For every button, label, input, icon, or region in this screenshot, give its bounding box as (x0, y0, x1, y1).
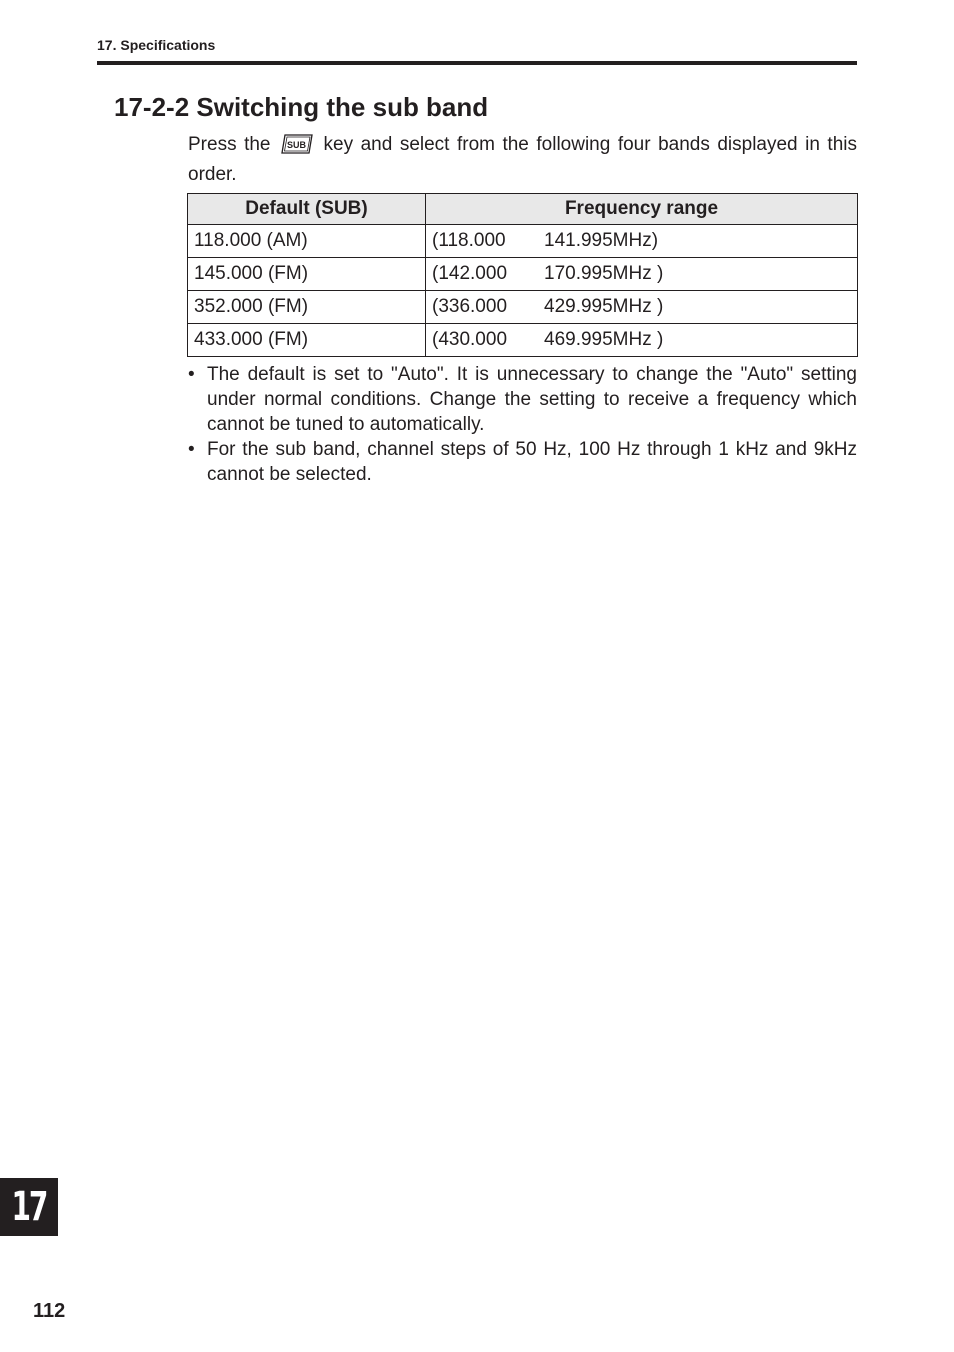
chapter-tab-number: 17 (11, 1184, 47, 1230)
range-end: 469.995MHz ) (544, 329, 664, 350)
range-cell (426, 258, 858, 291)
default-cell: 145.000 (FM) (188, 258, 426, 291)
range-end: 170.995MHz ) (544, 263, 664, 284)
range-start: (430.000 (432, 329, 508, 350)
default-cell: 118.000 (AM) (188, 225, 426, 258)
table-row (188, 291, 858, 324)
intro-text-after: key and select from the following four bands displayed in this order. (188, 134, 857, 185)
running-header: 17. Specifications (97, 37, 216, 53)
range-cell (426, 225, 858, 258)
intro-paragraph (188, 132, 857, 187)
page-number: 112 (33, 1300, 66, 1322)
range-start: (336.000 (432, 296, 508, 317)
intro-text-before: Press the (188, 134, 271, 155)
header-rule (97, 61, 857, 65)
range-start: (142.000 (432, 263, 508, 284)
table-row (188, 324, 858, 357)
sub-key-label: SUB (287, 140, 307, 150)
list-item: • The default is set to "Auto". It is unnecessary to change the "Auto" setting under normal conditions. Change the setting to receive a frequency which cannot be tuned to automatically. (188, 362, 857, 437)
default-cell: 433.000 (FM) (188, 324, 426, 357)
table-row (188, 258, 858, 291)
range-end: 429.995MHz ) (544, 296, 664, 317)
table-header-row (188, 194, 858, 225)
sub-band-table (187, 193, 858, 357)
header-default: Default (SUB) (188, 194, 426, 225)
header-frequency-range: Frequency range (426, 194, 858, 225)
range-end: 141.995MHz) (544, 230, 659, 251)
section-title: 17-2-2 Switching the sub band (114, 92, 489, 122)
list-item: • For the sub band, channel steps of 50 Hz, 100 Hz through 1 kHz and 9kHz cannot be selected. (188, 437, 857, 487)
range-start: (118.000 (432, 230, 506, 251)
chapter-tab (0, 1178, 58, 1236)
default-cell: 352.000 (FM) (188, 291, 426, 324)
notes-list (188, 362, 857, 487)
table-row (188, 225, 858, 258)
sub-key-icon (280, 133, 314, 162)
range-cell (426, 291, 858, 324)
range-cell (426, 324, 858, 357)
